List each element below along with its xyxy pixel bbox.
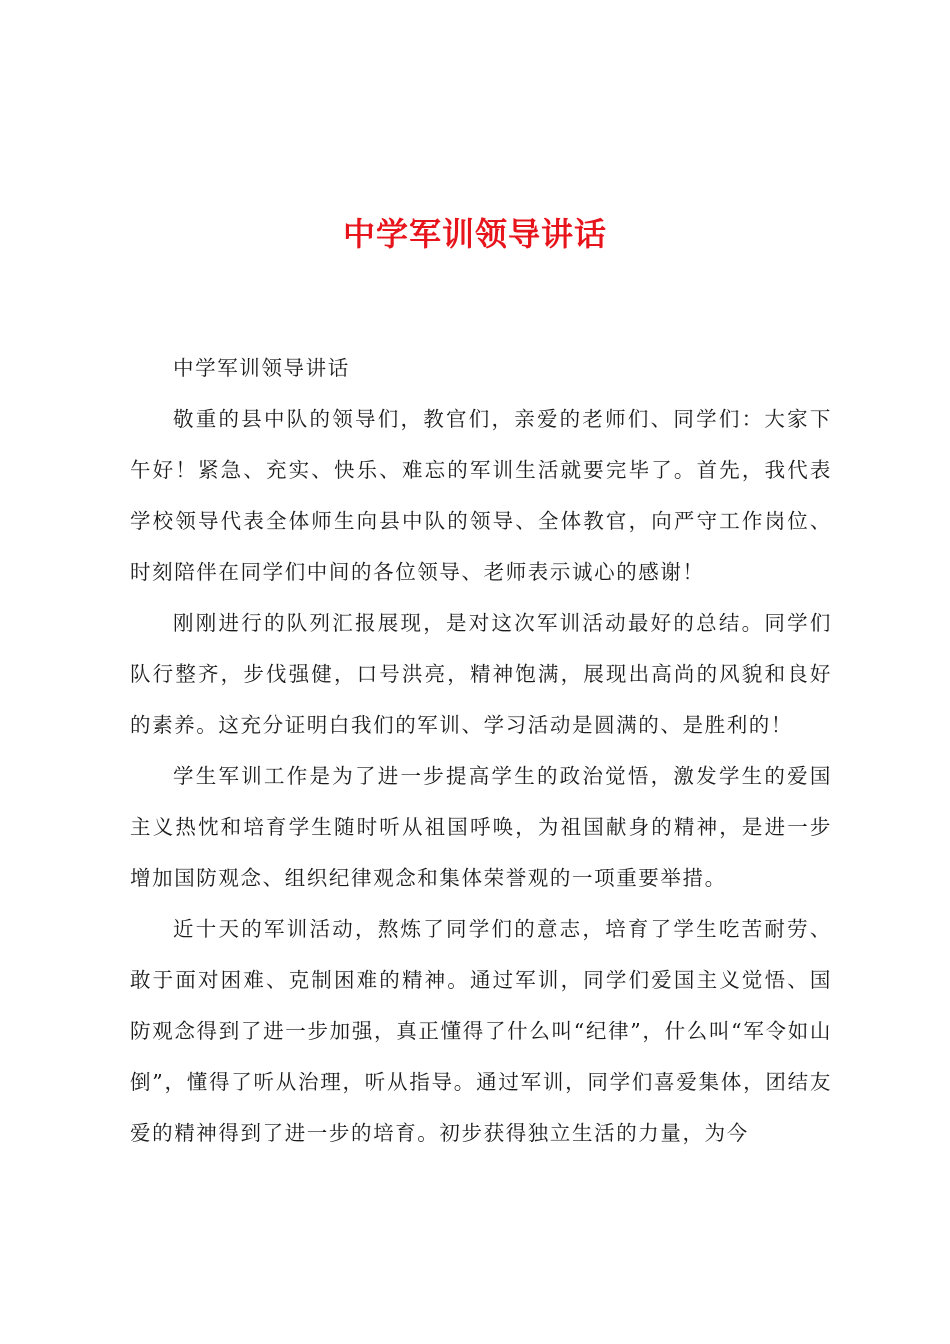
page-title: 中学军训领导讲话 xyxy=(342,215,607,253)
paragraph-achievements: 近十天的军训活动，熬炼了同学们的意志，培育了学生吃苦耐劳、敢于面对困难、克制困难的精神。通过军训，同学们爱国主义觉悟、国防观念得到了进一步加强，真正懂得了什么叫“纪律”，什么叫“军令如山倒”，懂得了听从治理，听从指导。通过军训，同学们喜爱集体，团结友爱的精神得到了进一步的培育。初步获得独立生活的力量，为今 xyxy=(130,917,832,1145)
paragraph-review: 刚刚进行的队列汇报展现，是对这次军训活动最好的总结。同学们队行整齐，步伐强健，口号洪亮，精神饱满，展现出高尚的风貌和良好的素养。这充分证明白我们的军训、学习活动是圆满的、是胜利的！ xyxy=(130,611,832,737)
paragraph-purpose: 学生军训工作是为了进一步提高学生的政治觉悟，激发学生的爱国主义热忱和培育学生随时听从祖国呼唤，为祖国献身的精神，是进一步增加国防观念、组织纪律观念和集体荣誉观的一项重要举措。 xyxy=(130,764,832,890)
paragraph-greeting: 敬重的县中队的领导们，教官们，亲爱的老师们、同学们：大家下午好！紧急、充实、快乐、难忘的军训生活就要完毕了。首先，我代表学校领导代表全体师生向县中队的领导、全体教官，向严守工作岗位、时刻陪伴在同学们中间的各位领导、老师表示诚心的感谢！ xyxy=(130,407,832,584)
paragraph-subtitle: 中学军训领导讲话 xyxy=(173,356,350,380)
document-body xyxy=(130,343,832,1159)
